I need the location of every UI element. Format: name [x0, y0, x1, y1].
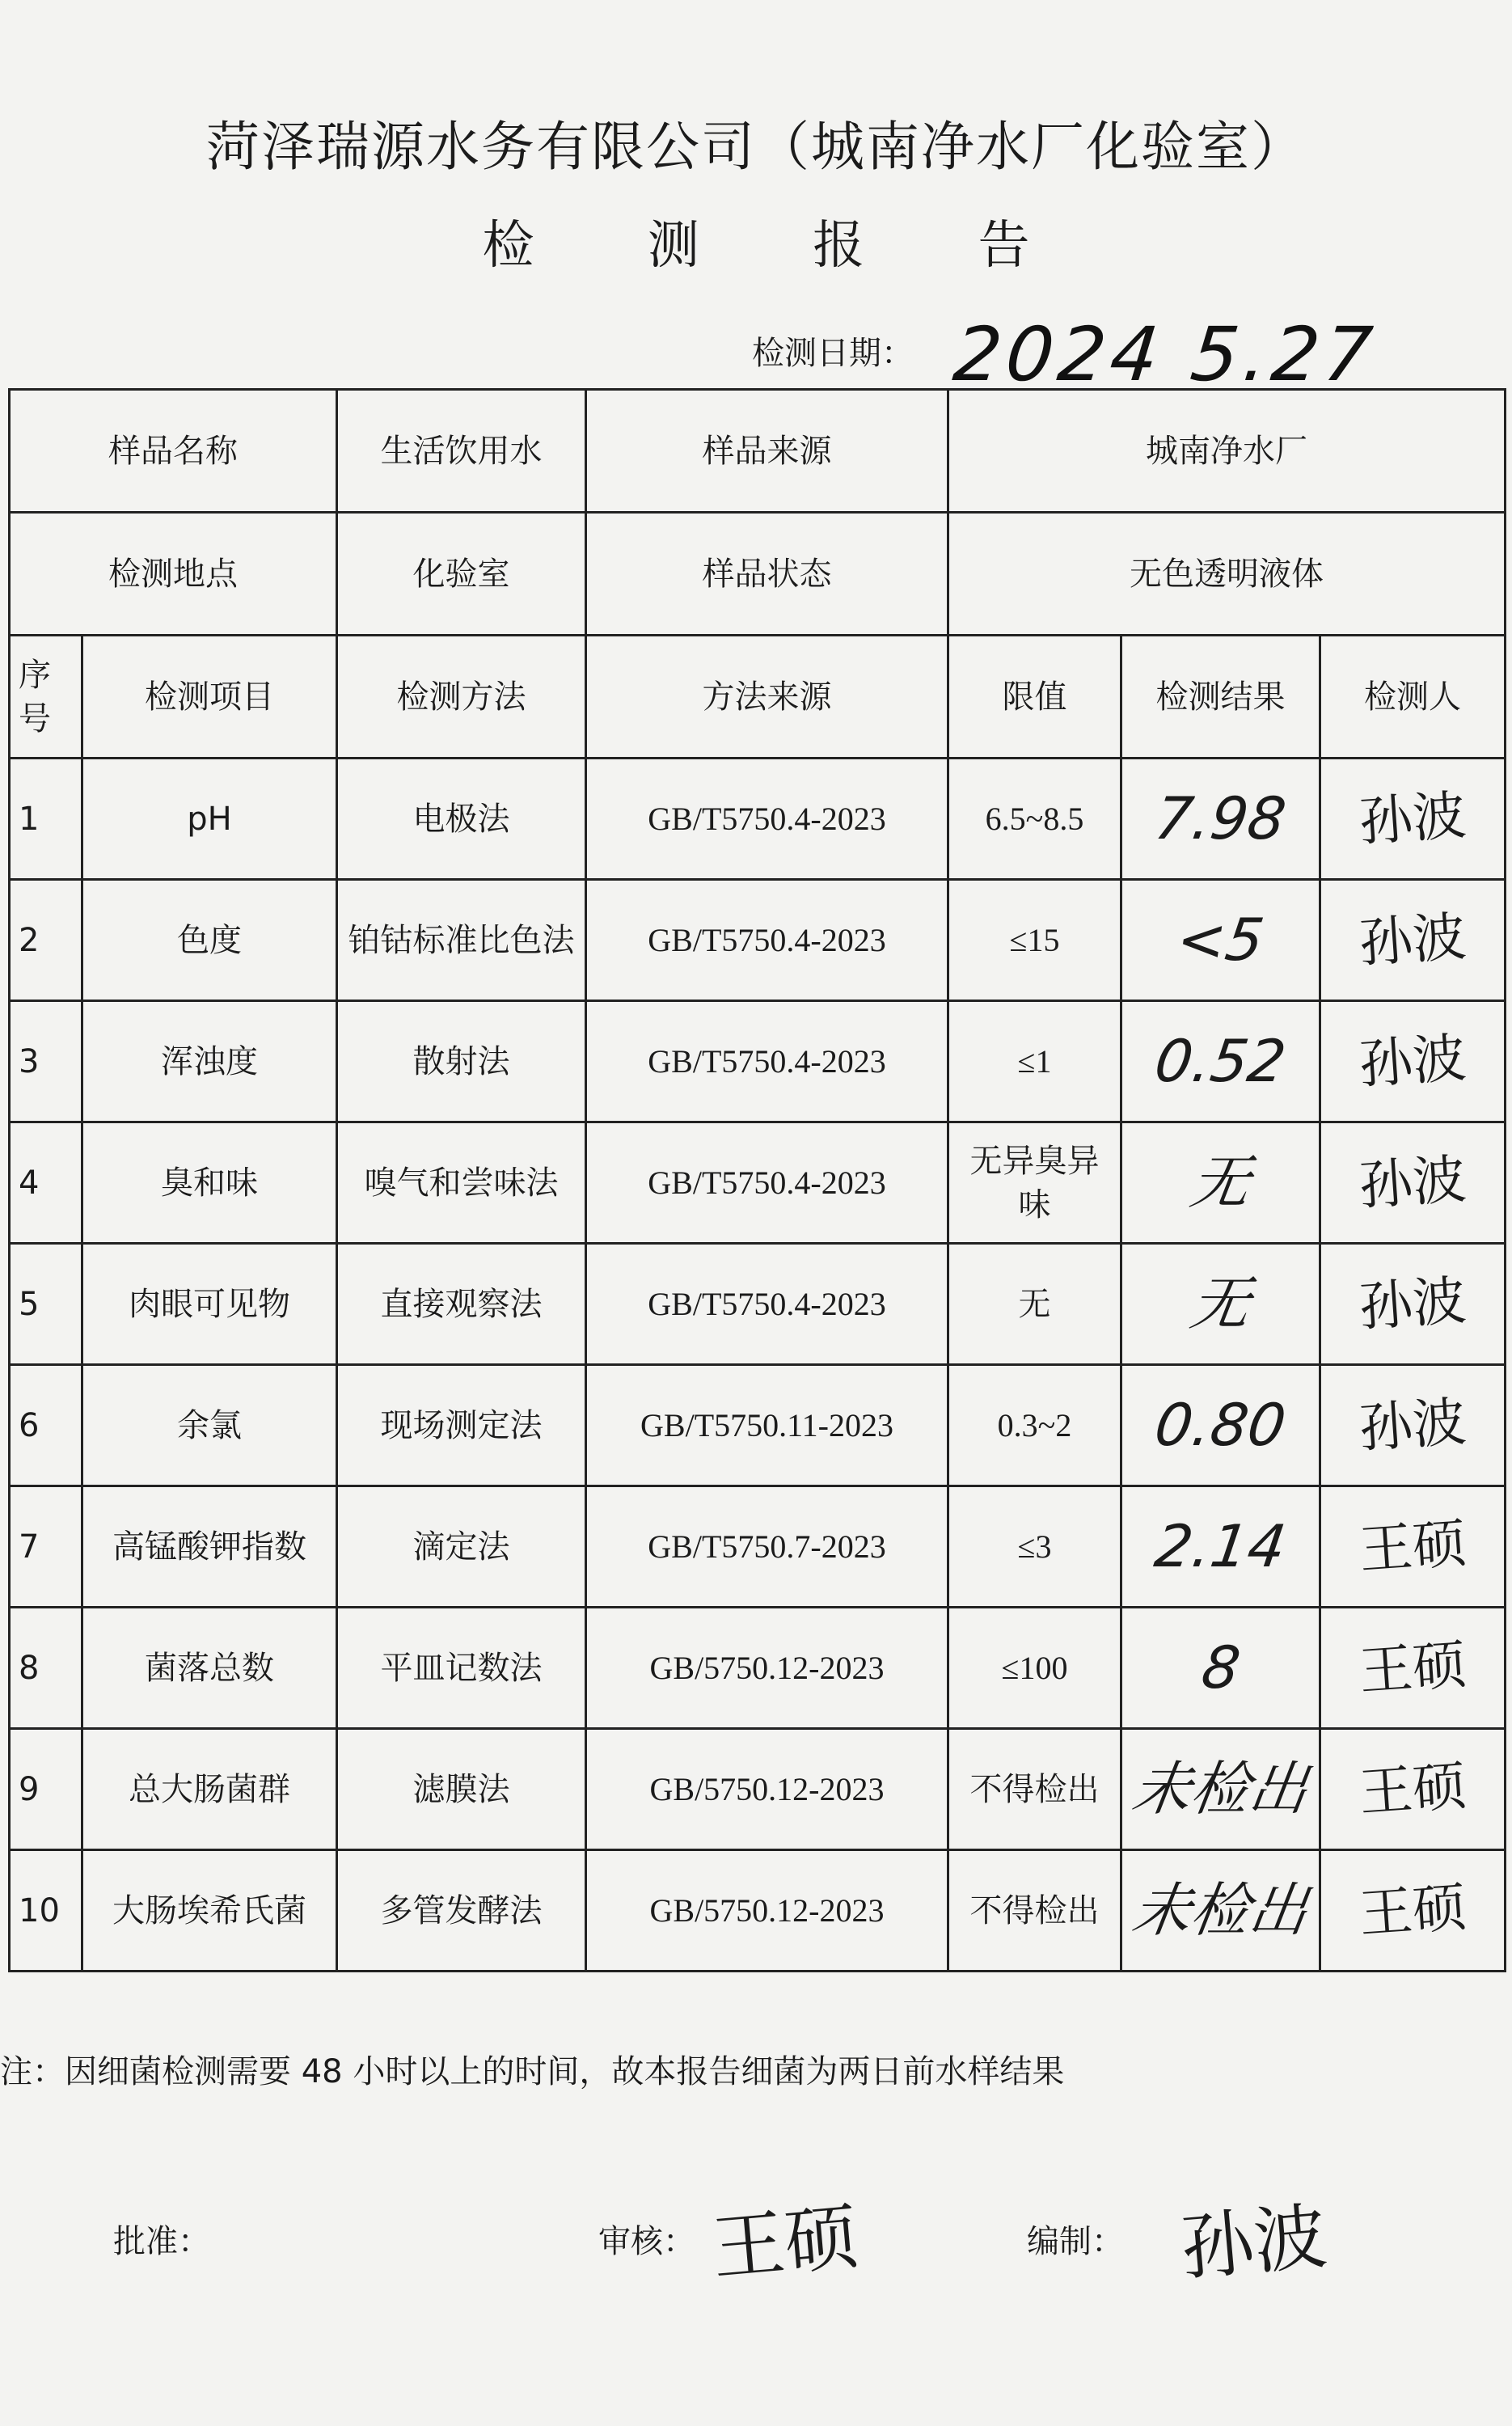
- row-result-handwritten: [1121, 1486, 1320, 1608]
- table-row: [10, 1001, 1506, 1122]
- table-row: [10, 759, 1506, 880]
- row-item: 菌落总数: [82, 1608, 337, 1729]
- signature: 孙波: [1357, 1026, 1468, 1097]
- company-title: 菏泽瑞源水务有限公司（城南净水厂化验室）: [206, 116, 1306, 178]
- row-no: 8: [10, 1608, 82, 1729]
- review-signature: 王硕: [708, 2194, 861, 2292]
- row-no: 10: [10, 1850, 82, 1972]
- info-row-1: [10, 390, 1506, 513]
- date-label: 检测日期：: [752, 335, 914, 372]
- row-source: GB/5750.12-2023: [586, 1729, 948, 1850]
- approve-label: 批准：: [113, 2223, 210, 2260]
- handwritten-value: 无: [1186, 1269, 1255, 1338]
- row-method: 多管发酵法: [337, 1850, 586, 1972]
- note: 注：因细菌检测需要 48 小时以上的时间，故本报告细菌为两日前水样结果: [0, 2053, 1065, 2090]
- col-header-limit: 限值: [948, 636, 1121, 759]
- row-item: 臭和味: [82, 1122, 337, 1244]
- sample-source-value: 城南净水厂: [948, 390, 1506, 513]
- row-limit: ≤3: [948, 1486, 1121, 1608]
- row-result-handwritten: [1121, 880, 1320, 1001]
- row-method: 铂钴标准比色法: [337, 880, 586, 1001]
- col-header-no: 序号: [10, 636, 82, 759]
- row-result-handwritten: [1121, 1850, 1320, 1972]
- row-method: 嗅气和尝味法: [337, 1122, 586, 1244]
- handwritten-value: 2.14: [1151, 1511, 1290, 1580]
- row-no: 2: [10, 880, 82, 1001]
- sample-name-value: 生活饮用水: [337, 390, 586, 513]
- row-source: GB/T5750.7-2023: [586, 1486, 948, 1608]
- handwritten-value: 0.52: [1151, 1026, 1290, 1095]
- report-title: 检 测 报 告: [482, 216, 1079, 276]
- row-item: 色度: [82, 880, 337, 1001]
- table-row: [10, 1122, 1506, 1244]
- row-no: 4: [10, 1122, 82, 1244]
- row-limit: 无: [948, 1244, 1121, 1365]
- row-limit: ≤100: [948, 1608, 1121, 1729]
- row-source: GB/T5750.4-2023: [586, 1122, 948, 1244]
- review-label: 审核：: [598, 2223, 695, 2260]
- row-source: GB/5750.12-2023: [586, 1608, 948, 1729]
- sample-name-label: 样品名称: [10, 390, 337, 513]
- row-no: 9: [10, 1729, 82, 1850]
- handwritten-value: 未检出: [1128, 1875, 1313, 1944]
- row-tester-signature: [1320, 759, 1506, 880]
- row-source: GB/T5750.4-2023: [586, 1001, 948, 1122]
- table-row: [10, 1486, 1506, 1608]
- table-row: [10, 1608, 1506, 1729]
- signature: 王硕: [1357, 1754, 1468, 1824]
- row-method: 散射法: [337, 1001, 586, 1122]
- row-source: GB/5750.12-2023: [586, 1850, 948, 1972]
- row-no: 7: [10, 1486, 82, 1608]
- row-no: 1: [10, 759, 82, 880]
- row-source: GB/T5750.4-2023: [586, 880, 948, 1001]
- row-tester-signature: [1320, 1608, 1506, 1729]
- report-table: [8, 388, 1506, 1972]
- row-tester-signature: [1320, 1486, 1506, 1608]
- row-tester-signature: [1320, 880, 1506, 1001]
- row-limit: ≤1: [948, 1001, 1121, 1122]
- row-tester-signature: [1320, 1244, 1506, 1365]
- table-row: [10, 1729, 1506, 1850]
- table-row: [10, 1244, 1506, 1365]
- row-no: 3: [10, 1001, 82, 1122]
- row-method: 现场测定法: [337, 1365, 586, 1486]
- sample-state-label: 样品状态: [586, 513, 948, 636]
- col-header-item: 检测项目: [82, 636, 337, 759]
- signature: 王硕: [1357, 1511, 1468, 1582]
- sample-state-value: 无色透明液体: [948, 513, 1506, 636]
- row-source: GB/T5750.11-2023: [586, 1365, 948, 1486]
- info-row-2: [10, 513, 1506, 636]
- row-tester-signature: [1320, 1729, 1506, 1850]
- table-row: [10, 880, 1506, 1001]
- row-limit: 无异臭异味: [948, 1122, 1121, 1244]
- col-header-result: 检测结果: [1121, 636, 1320, 759]
- test-location-label: 检测地点: [10, 513, 337, 636]
- row-result-handwritten: [1121, 1001, 1320, 1122]
- row-item: 浑浊度: [82, 1001, 337, 1122]
- row-item: 肉眼可见物: [82, 1244, 337, 1365]
- row-tester-signature: [1320, 1850, 1506, 1972]
- signature: 孙波: [1357, 905, 1468, 975]
- row-method: 直接观察法: [337, 1244, 586, 1365]
- signature: 王硕: [1357, 1875, 1468, 1946]
- row-item: 大肠埃希氏菌: [82, 1850, 337, 1972]
- handwritten-value: 7.98: [1151, 784, 1290, 852]
- compile-signature: 孙波: [1177, 2194, 1330, 2292]
- row-source: GB/T5750.4-2023: [586, 1244, 948, 1365]
- table-row: [10, 1365, 1506, 1486]
- col-header-method: 检测方法: [337, 636, 586, 759]
- signature: 孙波: [1357, 1269, 1468, 1339]
- row-result-handwritten: [1121, 1729, 1320, 1850]
- compile-label: 编制：: [1027, 2223, 1124, 2260]
- row-result-handwritten: [1121, 1365, 1320, 1486]
- row-item: 余氯: [82, 1365, 337, 1486]
- handwritten-value: 8: [1197, 1633, 1244, 1701]
- row-item: pH: [82, 759, 337, 880]
- row-source: GB/T5750.4-2023: [586, 759, 948, 880]
- row-tester-signature: [1320, 1001, 1506, 1122]
- row-method: 电极法: [337, 759, 586, 880]
- handwritten-value: 无: [1186, 1147, 1255, 1216]
- signature: 孙波: [1357, 1147, 1468, 1218]
- row-limit: 0.3~2: [948, 1365, 1121, 1486]
- row-result-handwritten: [1121, 1122, 1320, 1244]
- row-no: 5: [10, 1244, 82, 1365]
- date-handwritten: 2024 5.27: [949, 311, 1381, 398]
- row-result-handwritten: [1121, 1244, 1320, 1365]
- row-limit: 6.5~8.5: [948, 759, 1121, 880]
- handwritten-value: 0.80: [1151, 1390, 1290, 1459]
- table-row: [10, 1850, 1506, 1972]
- row-limit: 不得检出: [948, 1850, 1121, 1972]
- row-tester-signature: [1320, 1122, 1506, 1244]
- signature: 孙波: [1357, 784, 1468, 854]
- handwritten-value: 未检出: [1128, 1754, 1313, 1823]
- row-limit: 不得检出: [948, 1729, 1121, 1850]
- sample-source-label: 样品来源: [586, 390, 948, 513]
- handwritten-value: <5: [1172, 905, 1269, 974]
- row-method: 平皿记数法: [337, 1608, 586, 1729]
- signature: 孙波: [1357, 1390, 1468, 1460]
- row-result-handwritten: [1121, 1608, 1320, 1729]
- row-item: 高锰酸钾指数: [82, 1486, 337, 1608]
- col-header-tester: 检测人: [1320, 636, 1506, 759]
- col-header-source: 方法来源: [586, 636, 948, 759]
- signature: 王硕: [1357, 1633, 1468, 1703]
- row-tester-signature: [1320, 1365, 1506, 1486]
- row-method: 滤膜法: [337, 1729, 586, 1850]
- row-result-handwritten: [1121, 759, 1320, 880]
- row-limit: ≤15: [948, 880, 1121, 1001]
- test-location-value: 化验室: [337, 513, 586, 636]
- row-method: 滴定法: [337, 1486, 586, 1608]
- header-row: [10, 636, 1506, 759]
- row-no: 6: [10, 1365, 82, 1486]
- row-item: 总大肠菌群: [82, 1729, 337, 1850]
